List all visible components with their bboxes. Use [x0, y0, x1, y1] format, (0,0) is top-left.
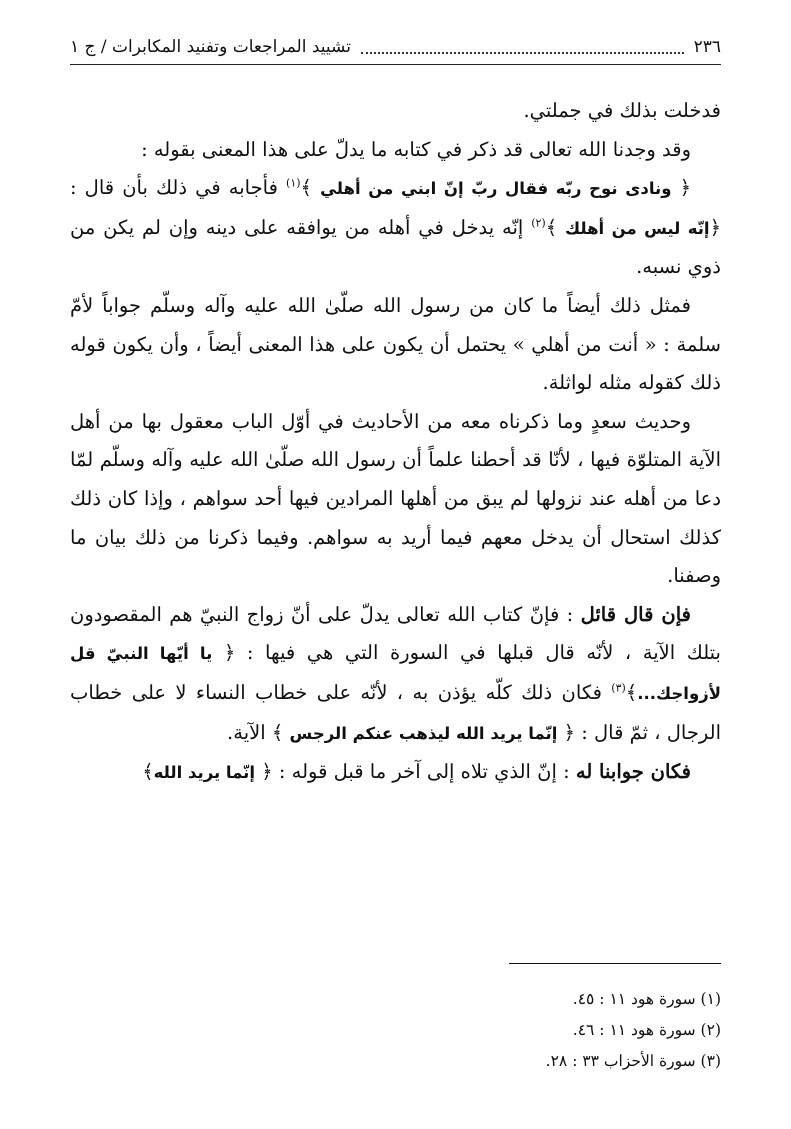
quran-bracket-close: ﴾ — [625, 680, 638, 704]
footnote-3: (٣) سورة الأحزاب ٣٣ : ٢٨. — [545, 1052, 721, 1070]
main-text — [70, 92, 721, 793]
footnote-separator — [509, 963, 721, 964]
quran-verse-4: إنّما يريد الله ليذهب عنكم الرجس — [289, 723, 558, 743]
paragraph-6-text-b: فكان ذلك كلّه يؤذن به ، لأنّه على خطاب النساء لا على خطاب الرجال ، ثمّ قال : — [70, 680, 721, 744]
footnotes — [70, 984, 721, 1077]
quran-bracket-open: ﴿ — [709, 215, 722, 239]
footnote-2: (٢) سورة هود ١١ : ٤٦. — [572, 1021, 721, 1039]
page-number: ٢٣٦ — [693, 37, 721, 57]
running-header — [70, 30, 721, 65]
paragraph-7-lead: فكان جوابنا له — [575, 760, 691, 784]
paragraph-6-lead: فإن قال قائل — [580, 602, 691, 626]
paragraph-6-text-c: الآية. — [227, 720, 272, 744]
quran-bracket-close: ﴾ — [545, 215, 558, 239]
quran-verse-5: إنّما يريد الله — [153, 763, 256, 783]
footnote-ref-3[interactable]: (٣) — [611, 681, 626, 695]
paragraph-6 — [70, 596, 721, 753]
quran-verse-1: ونادى نوح ربّه فقال ربّ إنّ ابني من أهلي — [320, 179, 672, 199]
quran-bracket-close: ﴾ — [271, 720, 284, 744]
paragraph-7-text: : إنّ الذي تلاه إلى آخر ما قبل قوله : — [272, 760, 576, 784]
paragraph-7 — [70, 753, 721, 793]
quran-bracket-close: ﴾ — [300, 176, 312, 200]
paragraph-4: فمثل ذلك أيضاً ما كان من رسول الله صلّىٰ الله عليه وآله وسلّم جواباً لأمّ سلمة : « أنت من أهلي » يحتمل أن يكون على هذا المعنى أيضاً ، وأن يكون قوله ذلك كقوله مثله لواثلة. — [70, 293, 721, 395]
footnote-1: (١) سورة هود ١١ : ٤٥. — [572, 990, 721, 1008]
quran-bracket-close: ﴾ — [142, 760, 154, 784]
paragraph-5: وحديث سعدٍ وما ذكرناه معه من الأحاديث في أوّل الباب معقول بها من أهل الآية المتلوّة فيها ، لأنّا قد أحطنا علماً أن رسول الله صلّىٰ الله عليه وآله وسلّم لمّا دعا من أهله عند نزولها لم يبق من أهلها المرادين فيها أحد سواهم ، وإذا كان ذلك كذلك استحال أن يدخل معهم فيما أريد به سواهم. وفيما ذكرنا من ذلك بيان ما وصفنا. — [70, 409, 721, 588]
quran-verse-2: إنّه ليس من أهلك — [565, 218, 710, 238]
quran-bracket-open: ﴿ — [223, 641, 236, 665]
paragraph-3-text-b: إنّه يدخل في أهله من يوافقه على دينه وإن لم يكن من ذوي نسبه. — [70, 215, 721, 279]
paragraph-6-text-a: : فإنّ كتاب الله تعالى يدلّ على أنّ زواج النبيّ هم المقصودون بتلك الآية ، لأنّه قال قبلها في السورة التي هي فيها : — [70, 602, 721, 665]
quran-bracket-open: ﴿ — [261, 760, 273, 784]
quran-verse-3: يا أيّها النبيّ قل لأزواجك... — [70, 644, 721, 703]
book-title: تشييد المراجعات وتفنيد المكابرات / ج ١ — [70, 37, 351, 57]
paragraph-3-text-a: فأجابه في ذلك بأن قال : — [70, 176, 287, 200]
footnote-ref-1[interactable]: (١) — [286, 176, 301, 190]
quran-bracket-open: ﴿ — [563, 720, 576, 744]
footnote-ref-2[interactable]: (٢) — [531, 216, 546, 230]
paragraph-3 — [70, 169, 721, 287]
quran-bracket-open: ﴿ — [679, 176, 692, 200]
header-dot-leader — [361, 40, 684, 54]
paragraph-2: وقد وجدنا الله تعالى قد ذكر في كتابه ما يدلّ على هذا المعنى بقوله : — [141, 137, 691, 161]
paragraph-1: فدخلت بذلك في جملتي. — [523, 99, 721, 122]
